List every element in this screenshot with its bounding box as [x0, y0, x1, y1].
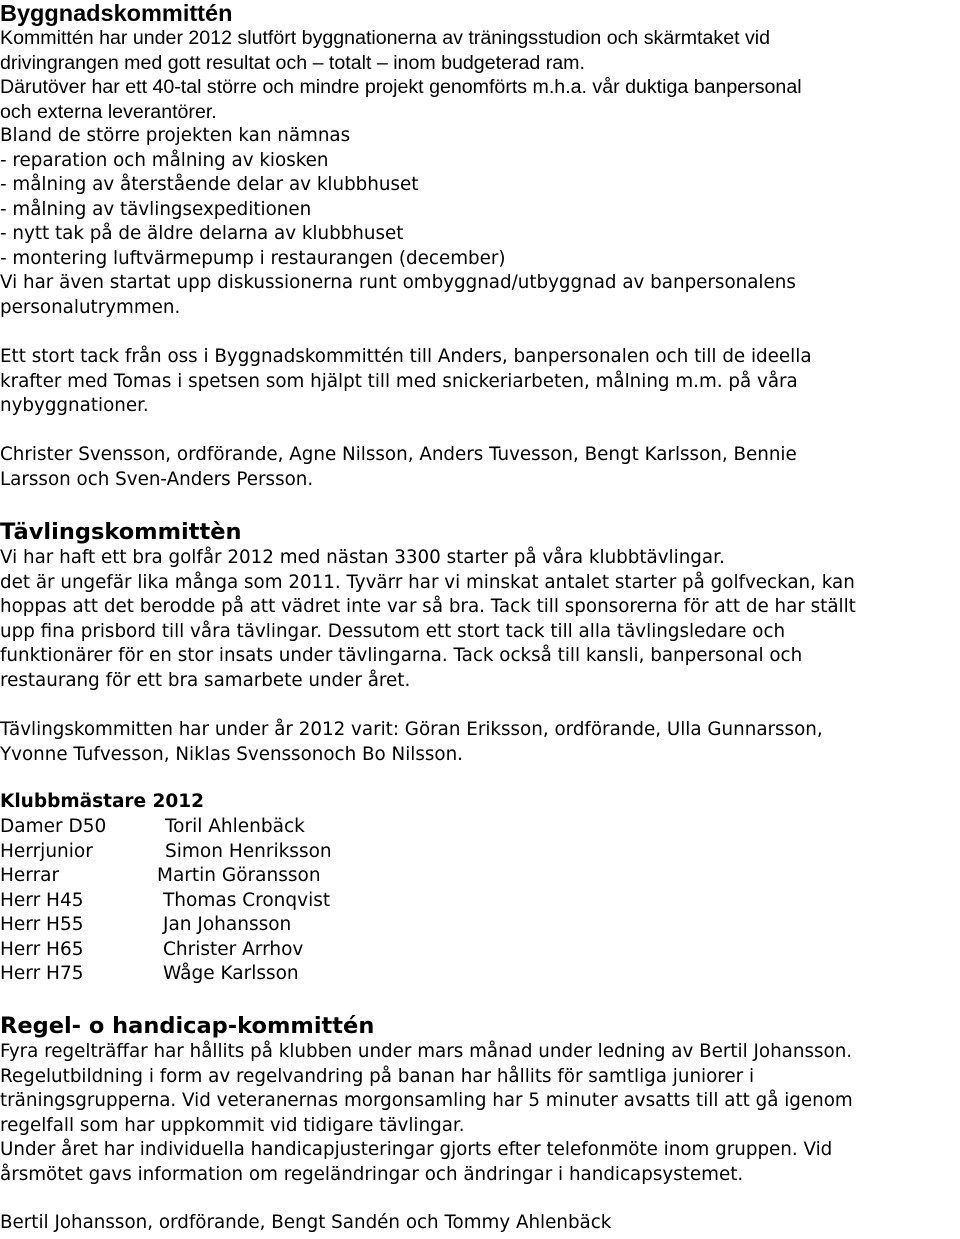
- bygg-body: [0, 124, 960, 320]
- tavling-members-line: Yvonne Tufvesson, Niklas Svenssonoch Bo Nilsson.: [0, 743, 463, 765]
- bygg-thanks-line: Ett stort tack från oss i Byggnadskommittén till Anders, banpersonalen och till de ideella: [0, 346, 812, 367]
- tavling-section: [0, 518, 960, 546]
- champion-name: Christer Arrhov: [163, 938, 304, 960]
- regel-body-line: årsmötet gavs information om regeländringar och ändringar i handicapsystemet.: [0, 1163, 744, 1185]
- regel-body-line: Regelutbildning i form av regelvandring på banan har hållits för samtliga juniorer i: [0, 1065, 755, 1087]
- champion-class: Herrjunior: [0, 840, 93, 862]
- regel-section: [0, 1012, 960, 1040]
- tavling-heading: Tävlingskommittèn: [0, 519, 242, 545]
- champion-name: Jan Johansson: [163, 914, 292, 935]
- champion-class: Herr H65: [0, 938, 84, 960]
- tavling-body-line: restaurang för ett bra samarbete under året.: [0, 669, 411, 691]
- champion-row: [0, 938, 960, 963]
- bygg-members-line: Christer Svensson, ordförande, Agne Nilsson, Anders Tuvesson, Bengt Karlsson, Bennie: [0, 444, 797, 465]
- champion-row: [0, 962, 960, 987]
- champion-name: Martin Göransson: [157, 865, 321, 886]
- champion-row: [0, 864, 960, 889]
- champion-class: Herr H55: [0, 914, 84, 935]
- tavling-body-line: funktionärer för en stor insats under tävlingarna. Tack också till kansli, banpersonal och: [0, 645, 803, 666]
- champion-name: Simon Henriksson: [165, 840, 332, 862]
- klubbmastare-section: [0, 790, 960, 815]
- champion-name: Thomas Cronqvist: [163, 889, 331, 911]
- bygg-body-line: - reparation och målning av kiosken: [0, 149, 329, 171]
- regel-body-line: träningsgrupperna. Vid veteranernas morgonsamling har 5 minuter avsatts till att gå igenom: [0, 1090, 853, 1111]
- bygg-intro-line: och externa leverantörer.: [0, 100, 217, 123]
- bygg-intro: [0, 26, 960, 124]
- tavling-members-line: Tävlingskommitten har under år 2012 varit: Göran Eriksson, ordförande, Ulla Gunnarsson,: [0, 719, 823, 740]
- bygg-body-line: - nytt tak på de äldre delarna av klubbhuset: [0, 223, 404, 244]
- champion-row: [0, 815, 960, 840]
- bygg-members: [0, 443, 960, 492]
- bygg-body-line: personalutrymmen.: [0, 296, 181, 318]
- regel-members: [0, 1211, 960, 1236]
- bygg-body-line: Bland de större projekten kan nämnas: [0, 125, 351, 146]
- regel-members-line: Bertil Johansson, ordförande, Bengt Sandén och Tommy Ahlenbäck: [0, 1212, 612, 1233]
- bygg-members-line: Larsson och Sven-Anders Persson.: [0, 468, 314, 490]
- bygg-thanks: [0, 345, 960, 419]
- champion-class: Herr H75: [0, 963, 84, 984]
- champion-name: Wåge Karlsson: [163, 963, 299, 984]
- bygg-intro-line: drivingrangen med gott resultat och – totalt – inom budgeterad ram.: [0, 51, 585, 74]
- tavling-body-line: Vi har haft ett bra golfår 2012 med nästan 3300 starter på våra klubbtävlingar.: [0, 547, 725, 568]
- champion-class: Herrar: [0, 865, 60, 886]
- bygg-thanks-line: krafter med Tomas i spetsen som hjälpt till med snickeriarbeten, målning m.m. på våra: [0, 370, 798, 392]
- klubbmastare-list: [0, 815, 960, 987]
- champion-class: Damer D50: [0, 816, 107, 837]
- champion-row: [0, 889, 960, 914]
- regel-heading: Regel- o handicap-kommittén: [0, 1013, 375, 1039]
- bygg-thanks-line: nybyggnationer.: [0, 395, 149, 416]
- champion-class: Herr H45: [0, 889, 84, 911]
- bygg-body-line: - montering luftvärmepump i restaurangen (december): [0, 247, 506, 269]
- champion-row: [0, 913, 960, 938]
- regel-body: [0, 1040, 960, 1187]
- bygg-body-line: Vi har även startat upp diskussionerna runt ombyggnad/utbyggnad av banpersonalens: [0, 272, 796, 293]
- champion-row: [0, 840, 960, 865]
- bygg-heading: Byggnadskommittén: [0, 0, 233, 26]
- klubbmastare-heading: Klubbmästare 2012: [0, 791, 205, 812]
- regel-body-line: regelfall som har uppkommit vid tidigare tävlingar.: [0, 1114, 465, 1136]
- champion-name: Toril Ahlenbäck: [165, 816, 305, 837]
- bygg-intro-line: Kommittén har under 2012 slutfört byggnationerna av träningsstudion och skärmtaket vid: [0, 27, 771, 49]
- tavling-body-line: upp fina prisbord till våra tävlingar. Dessutom ett stort tack till alla tävlingsledare och: [0, 620, 786, 642]
- tavling-body-line: hoppas att det berodde på att vädret inte var så bra. Tack till sponsorerna för att de har ställt: [0, 596, 856, 617]
- bygg-body-line: - målning av återstående delar av klubbhuset: [0, 174, 419, 195]
- bygg-intro-line: Därutöver har ett 40-tal större och mindre projekt genomförts m.h.a. vår duktiga banpersonal: [0, 76, 802, 98]
- tavling-members: [0, 718, 960, 767]
- tavling-body: [0, 546, 960, 693]
- bygg-body-line: - målning av tävlingsexpeditionen: [0, 198, 312, 220]
- regel-body-line: Under året har individuella handicapjusteringar gjorts efter telefonmöte inom gruppen. Vid: [0, 1139, 833, 1160]
- regel-body-line: Fyra regelträffar har hållits på klubben under mars månad under ledning av Bertil Johansson.: [0, 1041, 853, 1062]
- tavling-body-line: det är ungefär lika många som 2011. Tyvärr har vi minskat antalet starter på golfveckan, kan: [0, 571, 855, 593]
- bygg-section: [0, 0, 960, 26]
